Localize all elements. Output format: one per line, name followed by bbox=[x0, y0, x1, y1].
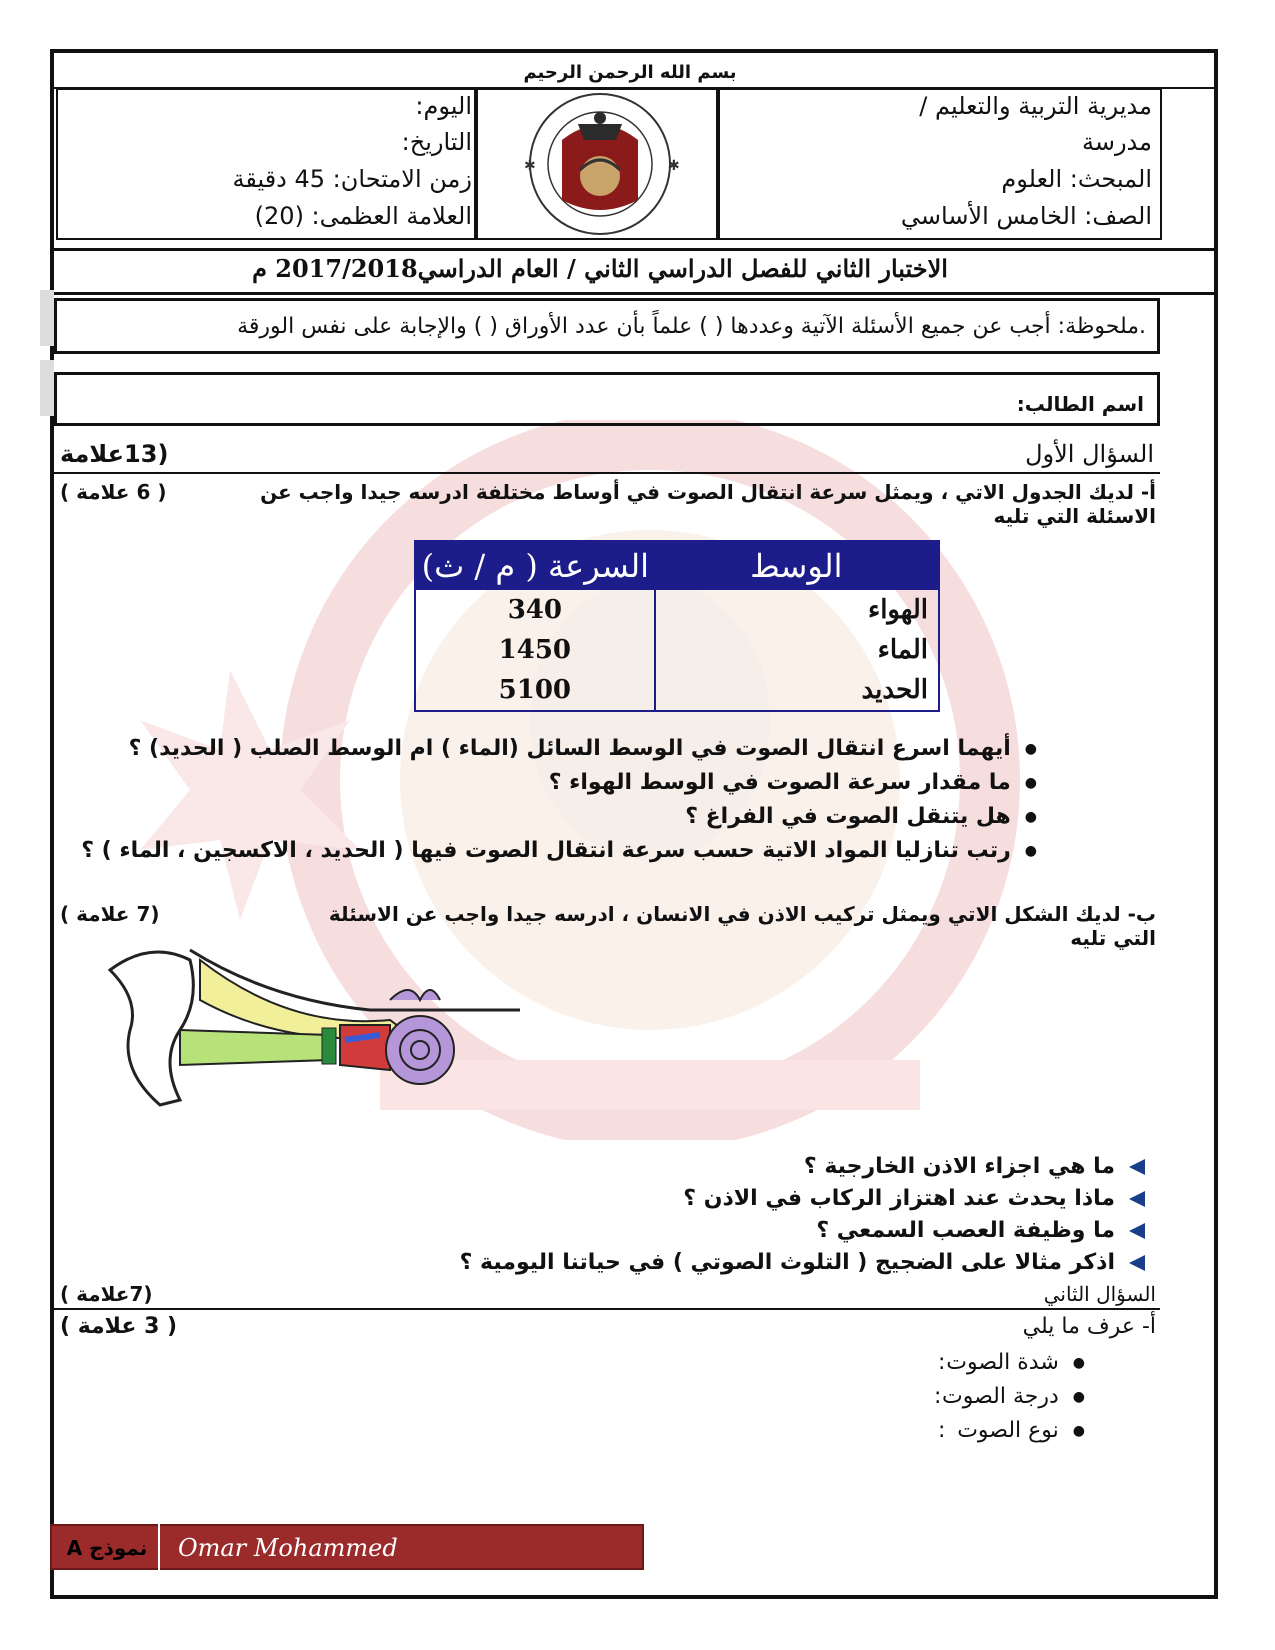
q2a-term: ● نوع الصوت bbox=[957, 1418, 1085, 1443]
table-cell-medium: الماء bbox=[655, 630, 939, 670]
side-tab bbox=[40, 360, 54, 416]
term-colon: : bbox=[938, 1418, 946, 1443]
svg-text:✱: ✱ bbox=[524, 158, 536, 174]
table-row bbox=[415, 630, 939, 670]
subject-label: المبحث: العلوم bbox=[1001, 165, 1152, 193]
footer-author: Omar Mohammed bbox=[178, 1534, 398, 1562]
exam-title: الاختبار الثاني للفصل الدراسي الثاني / العام الدراسي2017/2018 م bbox=[252, 254, 948, 283]
note-text: .ملحوظة: أجب عن جميع الأسئلة الآتية وعددها ( ) علماً بأن عدد الأوراق ( ) والإجابة على نفس الورقة bbox=[237, 314, 1146, 339]
grade-label: الصف: الخامس الأساسي bbox=[900, 202, 1152, 230]
table-header-medium: الوسط bbox=[655, 541, 939, 590]
footer-divider bbox=[158, 1524, 160, 1570]
table-row bbox=[415, 670, 939, 711]
speed-table bbox=[414, 540, 940, 712]
table-cell-medium: الحديد bbox=[655, 670, 939, 711]
q2a-term: ● درجة الصوت bbox=[942, 1384, 1085, 1409]
side-tab bbox=[40, 290, 54, 346]
arrow-icon bbox=[1129, 1223, 1145, 1239]
table-header-speed: السرعة ( م / ث) bbox=[415, 541, 655, 590]
q1a-mark: ( 6 علامة ) bbox=[60, 480, 167, 504]
q1a-question: ● ما مقدار سرعة الصوت في الوسط الهواء ؟ bbox=[549, 770, 1037, 795]
max-mark-label: العلامة العظمى: (20) bbox=[254, 202, 472, 230]
arrow-icon bbox=[1129, 1159, 1145, 1175]
date-label: التاريخ: bbox=[401, 128, 472, 156]
ministry-logo bbox=[500, 90, 700, 238]
q1b-question: ما وظيفة العصب السمعي ؟ bbox=[816, 1218, 1145, 1243]
q1b-question: ما هي اجزاء الاذن الخارجية ؟ bbox=[804, 1154, 1145, 1179]
duration-label: زمن الامتحان: 45 دقيقة bbox=[232, 165, 472, 193]
q1a-text: أ- لديك الجدول الاتي ، ويمثل سرعة انتقال الصوت في أوساط مختلفة ادرسه جيدا واجب عن الاسئلة التي تليه bbox=[260, 480, 1156, 528]
q2a-mark: ( 3 علامة ) bbox=[60, 1314, 178, 1339]
q1b-question: اذكر مثالا على الضجيج ( التلوث الصوتي ) في حياتنا اليومية ؟ bbox=[460, 1250, 1145, 1275]
ear-diagram bbox=[90, 940, 530, 1110]
divider bbox=[54, 292, 1214, 295]
term-colon: : bbox=[934, 1384, 942, 1409]
svg-text:✱: ✱ bbox=[668, 158, 680, 174]
q1a-question: ● أيهما اسرع انتقال الصوت في الوسط السائل (الماء ) ام الوسط الصلب ( الحديد) ؟ bbox=[129, 736, 1037, 761]
school-label: مدرسة bbox=[1081, 128, 1152, 156]
term-colon: : bbox=[938, 1350, 946, 1375]
divider bbox=[54, 1308, 1160, 1310]
q1-mark: (13علامة bbox=[60, 440, 169, 468]
divider bbox=[54, 472, 1160, 474]
q1b-question: ماذا يحدث عند اهتزاز الركاب في الاذن ؟ bbox=[683, 1186, 1145, 1211]
student-name-label: اسم الطالب: bbox=[1016, 392, 1144, 416]
directorate-label: مديرية التربية والتعليم / bbox=[919, 92, 1152, 120]
table-cell-speed: 1450 bbox=[498, 635, 572, 665]
arrow-icon bbox=[1129, 1191, 1145, 1207]
divider bbox=[54, 248, 1214, 251]
table-cell-medium: الهواء bbox=[655, 590, 939, 630]
table-row bbox=[415, 590, 939, 630]
q1a-question: ● رتب تنازليا المواد الاتية حسب سرعة انتقال الصوت فيها ( الحديد ، الاكسجين ، الماء ) ؟ bbox=[81, 838, 1037, 863]
q1b-text: ب- لديك الشكل الاتي ويمثل تركيب الاذن في الانسان ، ادرسه جيدا واجب عن الاسئلة التي تليه bbox=[328, 902, 1156, 950]
q2a-term: ● شدة الصوت bbox=[946, 1350, 1085, 1375]
basmala: بسم الله الرحمن الرحيم bbox=[523, 62, 737, 83]
q2-mark: (7علامة ) bbox=[60, 1282, 153, 1306]
q1a-question: ● هل يتنقل الصوت في الفراغ ؟ bbox=[685, 804, 1037, 829]
arrow-icon bbox=[1129, 1255, 1145, 1271]
q2a-text: أ- عرف ما يلي bbox=[1022, 1314, 1156, 1339]
table-cell-speed: 340 bbox=[507, 595, 562, 625]
q2-title: السؤال الثاني bbox=[1043, 1282, 1156, 1306]
day-label: اليوم: bbox=[415, 92, 472, 120]
table-cell-speed: 5100 bbox=[498, 675, 572, 705]
q1b-mark: (7 علامة ) bbox=[60, 902, 160, 926]
footer-model: نموذج A bbox=[66, 1536, 148, 1560]
q1-title: السؤال الأول bbox=[1025, 440, 1154, 468]
